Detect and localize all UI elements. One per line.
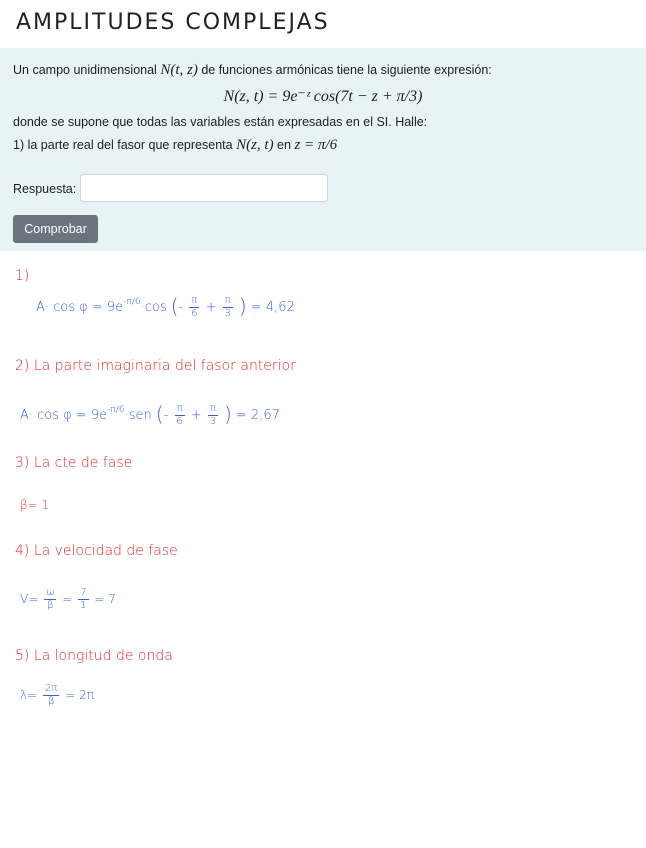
n1-exponent: -π/6 bbox=[123, 297, 141, 307]
question-line-3 bbox=[13, 137, 337, 154]
line3-text-mid: en bbox=[277, 138, 291, 152]
n1-open-paren: ( bbox=[170, 294, 179, 318]
answer-label: Respuesta: bbox=[13, 182, 77, 196]
line3-math-1: N(z, t) bbox=[236, 137, 274, 153]
n1-fraction-1: $\frac{\pi}{6}$ bbox=[191, 295, 198, 319]
n2-lhs: A· cos φ = 9e bbox=[20, 408, 108, 423]
n2-func: ·sen bbox=[124, 408, 152, 423]
n1-func: ·cos bbox=[140, 300, 167, 315]
n4-eq: = bbox=[62, 592, 73, 606]
n1-result: = 4,62 bbox=[250, 300, 295, 315]
n1-fraction-2: $\frac{\pi}{3}$ bbox=[224, 295, 231, 319]
n2-result: = 2,67 bbox=[235, 408, 280, 423]
n4-fraction-1: $\frac{\omega}{\beta}$ bbox=[46, 587, 55, 611]
note-5-label: 5) La longitud de onda bbox=[15, 648, 173, 664]
note-4-label: 4) La velocidad de fase bbox=[15, 543, 178, 559]
check-button[interactable]: Comprobar bbox=[13, 215, 98, 243]
n2-fraction-2: $\frac{\pi}{3}$ bbox=[209, 403, 216, 427]
n2-sign: - bbox=[163, 408, 169, 423]
note-1-formula bbox=[36, 294, 295, 319]
field-equation: N(z, t) = 9e⁻ᶻ cos(7t − z + π/3) bbox=[223, 88, 423, 105]
n1-sign: - bbox=[178, 300, 184, 315]
question-line-2: donde se supone que todas las variables están expresadas en el SI. Halle: bbox=[13, 115, 428, 129]
n4-result: = 7 bbox=[94, 592, 116, 606]
n1-plus: + bbox=[205, 300, 217, 315]
n1-close-paren: ) bbox=[238, 294, 247, 318]
question-intro bbox=[13, 62, 492, 79]
n4-lhs: V= bbox=[20, 592, 39, 606]
n5-result: = 2π bbox=[65, 688, 94, 702]
line3-math-2: z = π/6 bbox=[294, 137, 338, 153]
n2-fraction-1: $\frac{\pi}{6}$ bbox=[176, 403, 183, 427]
n2-plus: + bbox=[190, 408, 202, 423]
n2-close-paren: ) bbox=[223, 402, 232, 426]
note-2-label: 2) La parte imaginaria del fasor anterior bbox=[15, 358, 296, 374]
n5-fraction: $\frac{2\pi}{\beta}$ bbox=[44, 683, 58, 707]
note-2-formula bbox=[20, 402, 280, 427]
n5-lhs: λ= bbox=[20, 688, 38, 702]
intro-math: N(t, z) bbox=[160, 62, 198, 78]
page-title: AMPLITUDES COMPLEJAS bbox=[16, 10, 330, 35]
intro-text-before: Un campo unidimensional bbox=[13, 63, 157, 77]
note-3-label: 3) La cte de fase bbox=[15, 455, 133, 471]
n2-open-paren: ( bbox=[155, 402, 164, 426]
n1-lhs: A· cos φ = 9e bbox=[36, 300, 124, 315]
answer-input[interactable] bbox=[80, 174, 328, 202]
line3-text-before: 1) la parte real del fasor que representa bbox=[13, 138, 233, 152]
note-5-formula bbox=[20, 684, 94, 707]
note-4-formula bbox=[20, 588, 116, 611]
intro-text-after: de funciones armónicas tiene la siguiente expresión: bbox=[201, 63, 492, 77]
n4-fraction-2: $\frac{7}{1}$ bbox=[80, 587, 87, 611]
note-1-label: 1) bbox=[15, 268, 30, 284]
n2-exponent: -π/6 bbox=[107, 405, 125, 415]
note-3-value: β= 1 bbox=[20, 498, 50, 512]
